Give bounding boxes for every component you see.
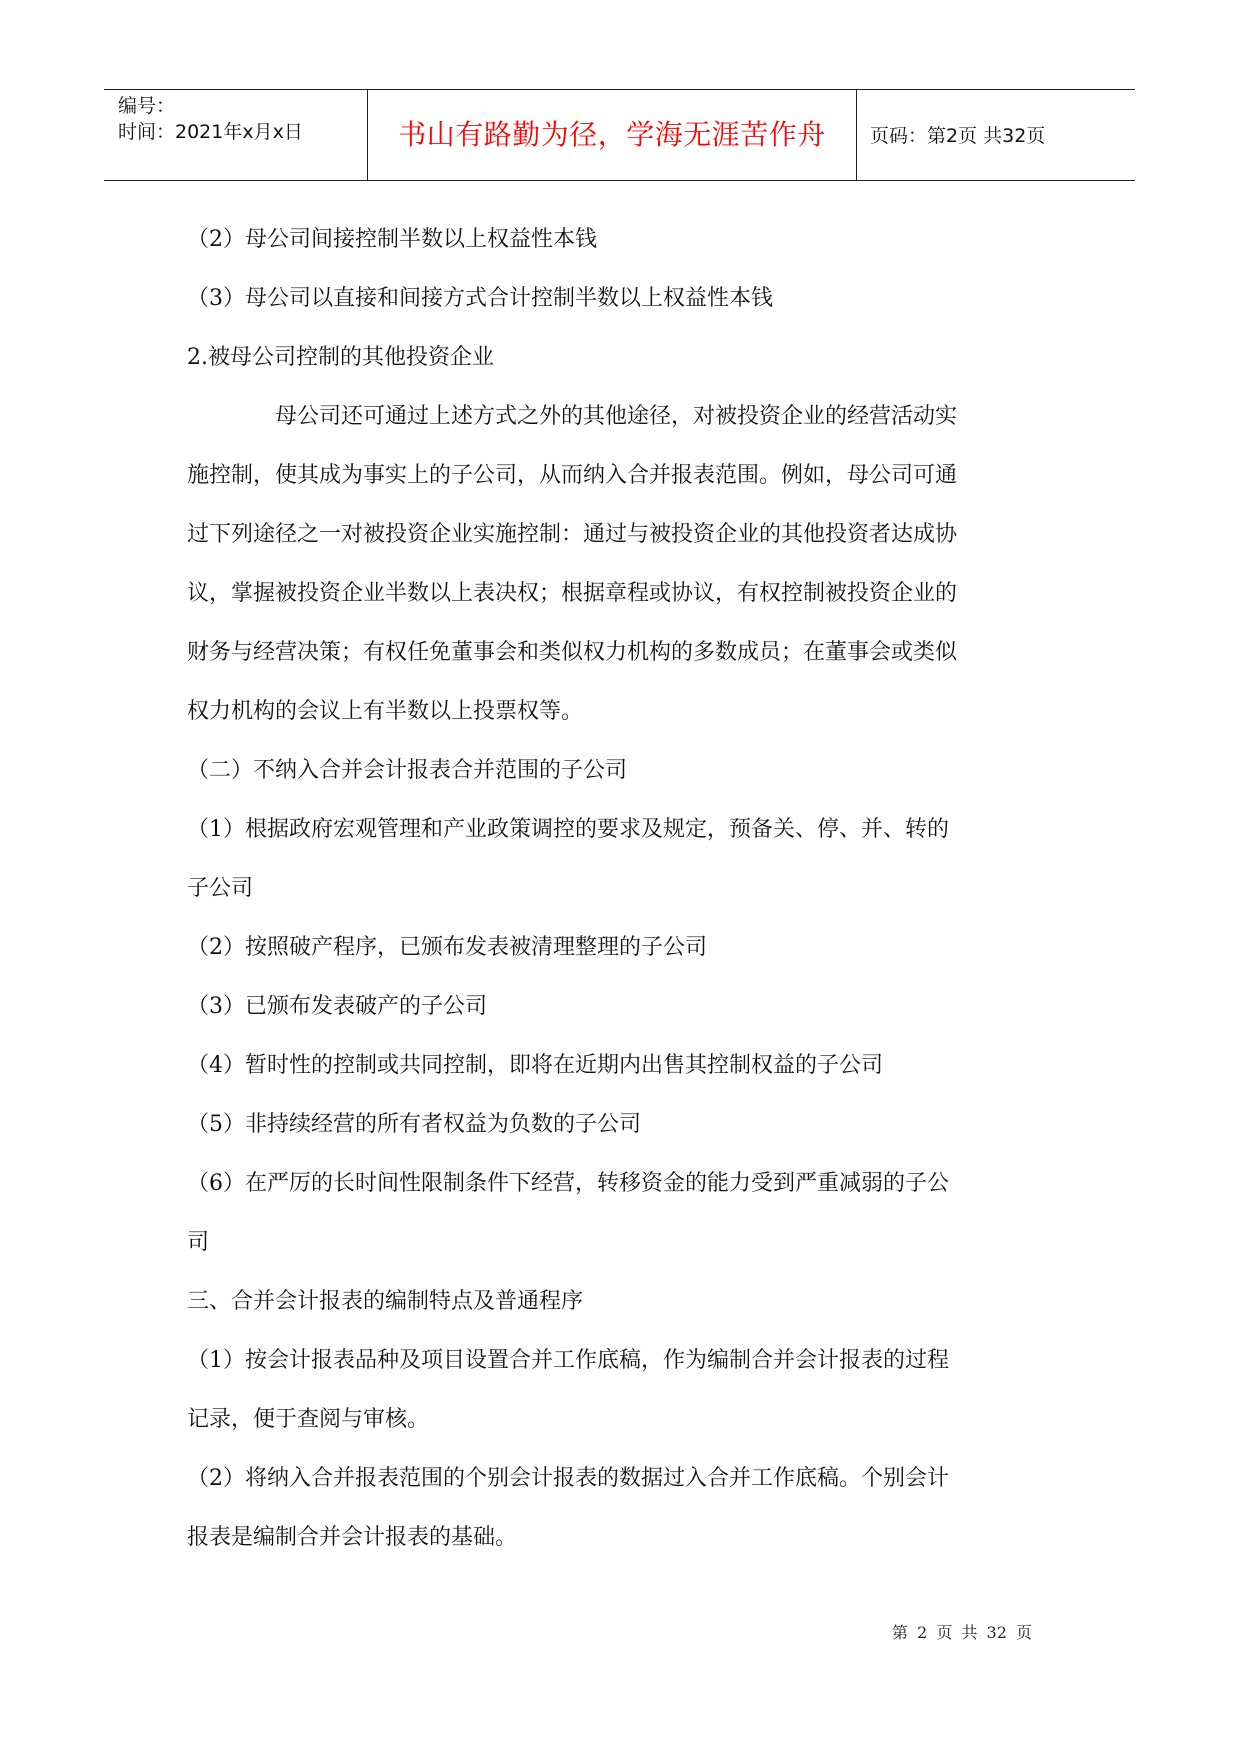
header-page-info: 页码：第2页 共32页 xyxy=(870,125,1046,147)
body-line: （6）在严厉的长时间性限制条件下经营，转移资金的能力受到严重减弱的子公 xyxy=(187,1171,949,1196)
body-line: 记录，便于查阅与审核。 xyxy=(187,1407,430,1432)
body-line: 母公司还可通过上述方式之外的其他途径，对被投资企业的经营活动实 xyxy=(275,404,958,429)
body-line: 过下列途径之一对被投资企业实施控制：通过与被投资企业的其他投资者达成协 xyxy=(187,522,958,547)
body-line: （3）已颁布发表破产的子公司 xyxy=(187,994,487,1019)
header-divider-right xyxy=(856,90,857,180)
page-header xyxy=(104,89,1135,181)
body-line: （1）按会计报表品种及项目设置合并工作底稿，作为编制合并会计报表的过程 xyxy=(187,1348,949,1373)
header-divider-left xyxy=(367,90,368,180)
section-heading: 2.被母公司控制的其他投资企业 xyxy=(187,345,494,370)
body-line: （4）暂时性的控制或共同控制，即将在近期内出售其控制权益的子公司 xyxy=(187,1053,883,1078)
document-body xyxy=(187,210,1057,1567)
body-line: （2）将纳入合并报表范围的个别会计报表的数据过入合并工作底稿。个别会计 xyxy=(187,1466,949,1491)
body-line: 司 xyxy=(187,1230,210,1255)
body-line: 子公司 xyxy=(187,876,254,901)
section-heading: 三、合并会计报表的编制特点及普通程序 xyxy=(187,1289,584,1314)
body-line: 权力机构的会议上有半数以上投票权等。 xyxy=(187,699,584,724)
body-line: 财务与经营决策；有权任免董事会和类似权力机构的多数成员；在董事会或类似 xyxy=(187,640,958,665)
body-line: 议，掌握被投资企业半数以上表决权；根据章程或协议，有权控制被投资企业的 xyxy=(187,581,958,606)
body-line: （2）按照破产程序，已颁布发表被清理整理的子公司 xyxy=(187,935,707,960)
header-number-label: 编号： xyxy=(118,95,176,117)
body-line: （3）母公司以直接和间接方式合计控制半数以上权益性本钱 xyxy=(187,286,773,311)
body-line: （5）非持续经营的所有者权益为负数的子公司 xyxy=(187,1112,641,1137)
body-line: 报表是编制合并会计报表的基础。 xyxy=(187,1525,518,1550)
header-time-label: 时间：2021年x月x日 xyxy=(118,121,303,143)
body-line: 施控制，使其成为事实上的子公司，从而纳入合并报表范围。例如，母公司可通 xyxy=(187,463,958,488)
section-heading: （二）不纳入合并会计报表合并范围的子公司 xyxy=(187,758,628,783)
page-footer: 第 2 页 共 32 页 xyxy=(892,1623,1032,1642)
body-line: （2）母公司间接控制半数以上权益性本钱 xyxy=(187,227,597,252)
body-line: （1）根据政府宏观管理和产业政策调控的要求及规定，预备关、停、并、转的 xyxy=(187,817,949,842)
header-motto: 书山有路勤为径，学海无涯苦作舟 xyxy=(398,118,826,151)
